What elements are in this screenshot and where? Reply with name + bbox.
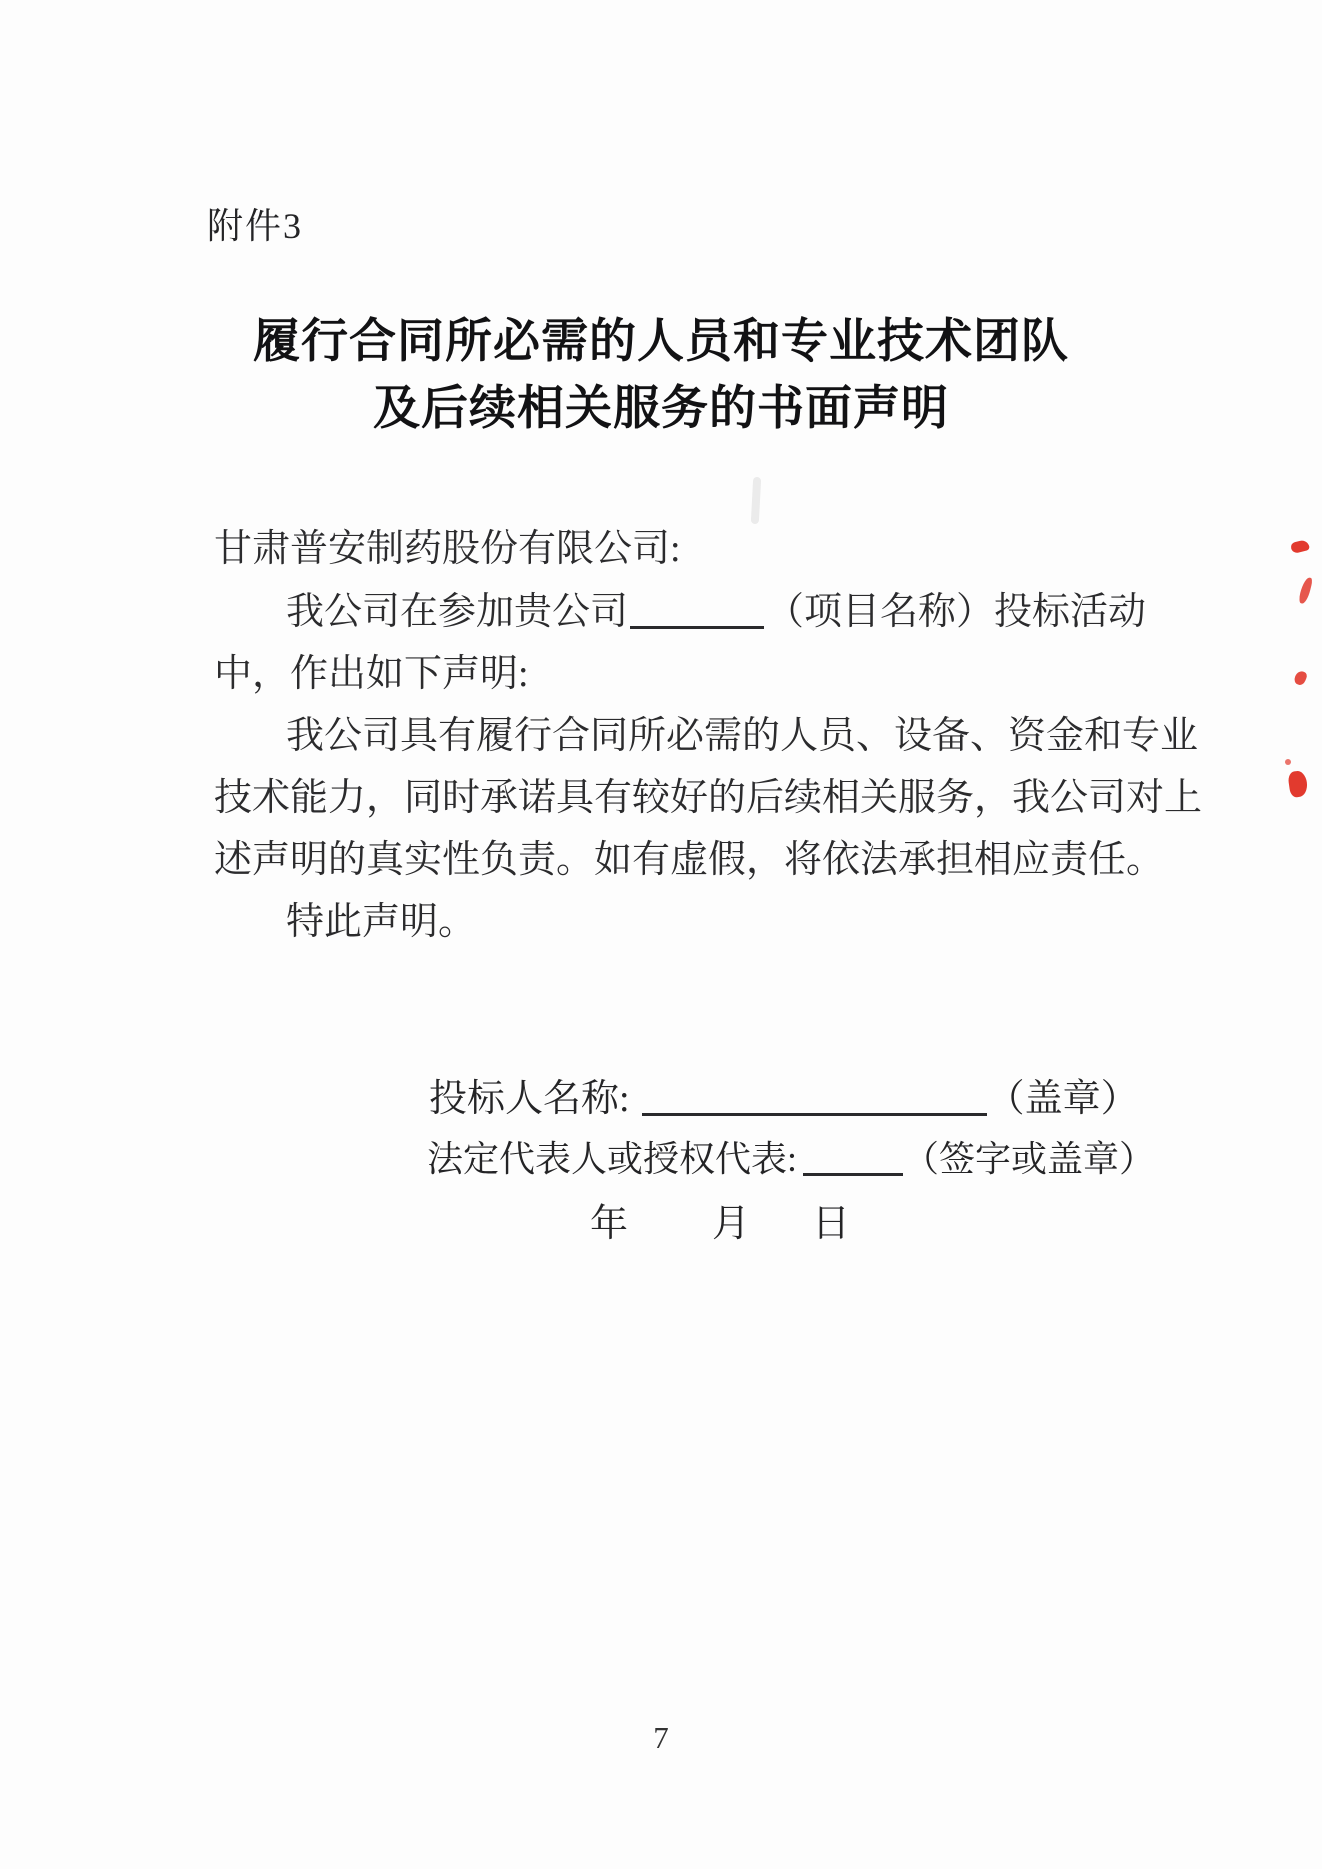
attachment-label: 附件3 xyxy=(207,206,304,246)
date-month-label: 月 xyxy=(712,1203,751,1245)
bidder-name-label: 投标人名称: xyxy=(429,1078,630,1120)
signature-representative-line xyxy=(427,1131,1155,1182)
salutation: 甘肃普安制药股份有限公司: xyxy=(214,528,681,570)
representative-seal-note: （签字或盖章） xyxy=(903,1139,1156,1179)
date-line xyxy=(590,1192,850,1247)
date-year-label: 年 xyxy=(590,1203,629,1245)
scan-smudge xyxy=(751,477,761,524)
paragraph2-line2: 技术能力，同时承诺具有较好的后续相关服务，我公司对上 xyxy=(214,777,1203,819)
closing-statement: 特此声明。 xyxy=(286,901,477,943)
bidder-seal-note: （盖章） xyxy=(986,1078,1139,1120)
stamp-fragment xyxy=(1290,539,1310,554)
stamp-fragment xyxy=(1287,770,1308,798)
stamp-fragment xyxy=(1293,669,1308,686)
paragraph2-line1: 我公司具有履行合同所必需的人员、设备、资金和专业 xyxy=(286,715,1199,757)
representative-label: 法定代表人或授权代表: xyxy=(427,1139,798,1179)
stamp-fragment xyxy=(1285,759,1291,765)
stamp-fragment xyxy=(1298,576,1313,604)
bidder-name-blank xyxy=(642,1075,987,1116)
paragraph1-line2: 中，作出如下声明: xyxy=(214,653,529,695)
signature-bidder-line xyxy=(429,1067,1139,1122)
document-title-line2: 及后续相关服务的书面声明 xyxy=(373,383,949,435)
page-number: 7 xyxy=(653,1720,669,1755)
paragraph1-after-blank: （项目名称）投标活动 xyxy=(766,591,1147,633)
project-name-blank xyxy=(630,588,764,629)
paragraph1-line1 xyxy=(286,580,1146,635)
representative-blank xyxy=(803,1137,903,1176)
document-title-line1: 履行合同所必需的人员和专业技术团队 xyxy=(253,316,1069,368)
date-day-label: 日 xyxy=(812,1203,851,1245)
paragraph2-line3: 述声明的真实性负责。如有虚假，将依法承担相应责任。 xyxy=(214,839,1165,881)
paragraph1-lead: 我公司在参加贵公司 xyxy=(286,591,629,633)
